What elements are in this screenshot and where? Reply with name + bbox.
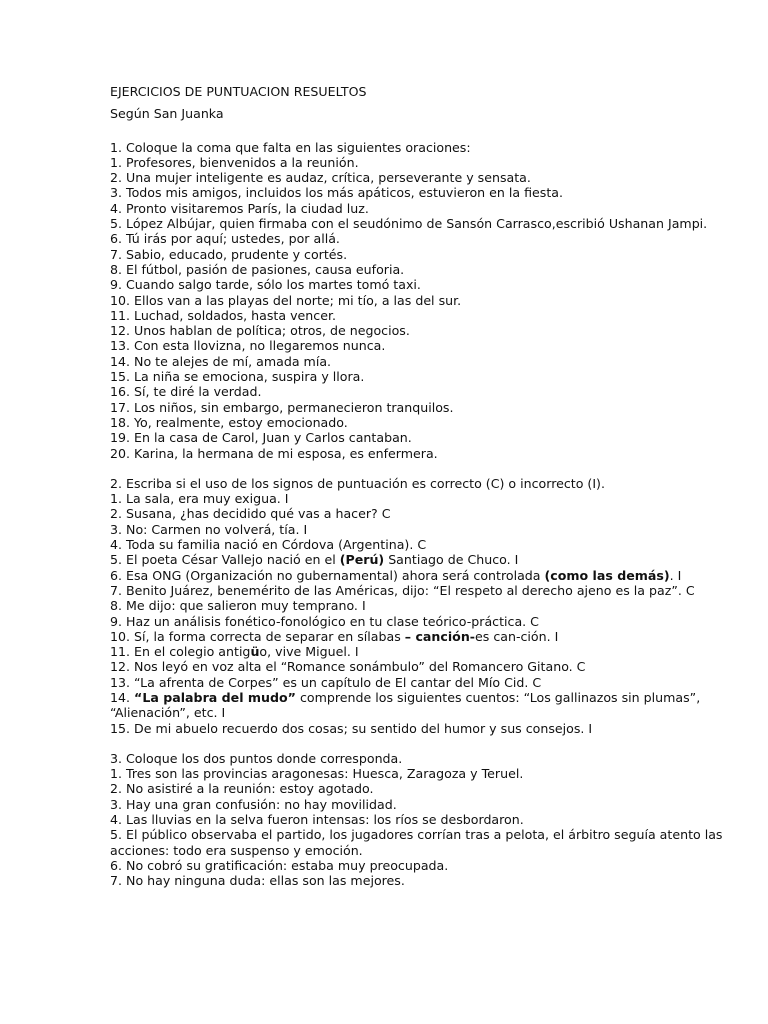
list-item: 13. Con esta llovizna, no llegaremos nunca.: [110, 338, 386, 354]
list-item: 11. Luchad, soldados, hasta vencer.: [110, 307, 336, 323]
list-item: 7. Sabio, educado, prudente y cortés.: [110, 246, 348, 262]
list-item: 12. Unos hablan de política; otros, de negocios.: [110, 323, 410, 339]
list-item: 10. Sí, la forma correcta de separar en sílabas – canción-es can-ción. I: [110, 628, 559, 644]
list-item: 6. No cobró su gratificación: estaba muy preocupada.: [110, 857, 449, 873]
document-page: [110, 84, 750, 904]
list-item: 1. La sala, era muy exigua. I: [110, 491, 289, 507]
section-2: [110, 476, 750, 736]
list-item: 8. El fútbol, pasión de pasiones, causa euforia.: [110, 261, 405, 277]
list-item: 7. No hay ninguna duda: ellas son las mejores.: [110, 873, 405, 889]
section-heading: 3. Coloque los dos puntos donde corresponda.: [110, 750, 403, 766]
list-item: 20. Karina, la hermana de mi esposa, es enfermera.: [110, 445, 438, 461]
list-item: 11. En el colegio antigüo, vive Miguel. I: [110, 644, 359, 660]
section-3: [110, 751, 750, 889]
list-item: 10. Ellos van a las playas del norte; mi tío, a las del sur.: [110, 292, 462, 308]
list-item: 2. No asistiré a la reunión: estoy agotado.: [110, 781, 374, 797]
list-item: 9. Haz un análisis fonético-fonológico en tu clase teórico-práctica. C: [110, 613, 539, 629]
list-item: 3. No: Carmen no volverá, tía. I: [110, 521, 308, 537]
list-item: 15. La niña se emociona, suspira y llora.: [110, 369, 365, 385]
list-item: 2. Una mujer inteligente es audaz, crítica, perseverante y sensata.: [110, 170, 531, 186]
list-item: 7. Benito Juárez, benemérito de las Américas, dijo: “El respeto al derecho ajeno es la paz”. C: [110, 582, 695, 598]
document-title: EJERCICIOS DE PUNTUACION RESUELTOS: [110, 84, 367, 99]
list-item: 17. Los niños, sin embargo, permanecieron tranquilos.: [110, 399, 454, 415]
list-item: 18. Yo, realmente, estoy emocionado.: [110, 414, 348, 430]
list-item: 3. Todos mis amigos, incluidos los más apáticos, estuvieron en la fiesta.: [110, 185, 564, 201]
list-item: 6. Esa ONG (Organización no gubernamental) ahora será controlada (como las demás). I: [110, 567, 682, 583]
list-item: 2. Susana, ¿has decidido qué vas a hacer? C: [110, 506, 391, 522]
section-heading: 1. Coloque la coma que falta en las siguientes oraciones:: [110, 139, 471, 155]
document-author: Según San Juanka: [110, 106, 224, 122]
list-item: 4. Toda su familia nació en Córdova (Argentina). C: [110, 537, 427, 553]
list-item: 12. Nos leyó en voz alta el “Romance sonámbulo” del Romancero Gitano. C: [110, 659, 586, 675]
list-item: 15. De mi abuelo recuerdo dos cosas; su sentido del humor y sus consejos. I: [110, 720, 593, 736]
list-item: 16. Sí, te diré la verdad.: [110, 384, 262, 400]
list-item: 1. Profesores, bienvenidos a la reunión.: [110, 154, 359, 170]
list-item: 5. El público observaba el partido, los jugadores corrían tras a pelota, el árbitro seguía atento las acciones: todo era suspenso y emoción.: [110, 827, 723, 858]
list-item: 5. López Albújar, quien firmaba con el seudónimo de Sansón Carrasco,escribió Ushanan Jampi.: [110, 216, 708, 232]
list-item: 3. Hay una gran confusión: no hay movilidad.: [110, 796, 397, 812]
list-item: 1. Tres son las provincias aragonesas: Huesca, Zaragoza y Teruel.: [110, 766, 524, 782]
list-item: 9. Cuando salgo tarde, sólo los martes tomó taxi.: [110, 277, 421, 293]
list-item: 13. “La afrenta de Corpes” es un capítulo de El cantar del Mío Cid. C: [110, 674, 542, 690]
list-item: 19. En la casa de Carol, Juan y Carlos cantaban.: [110, 430, 412, 446]
list-item: 14. “La palabra del mudo” comprende los siguientes cuentos: “Los gallinazos sin plumas”, “Alienación”, etc. I: [110, 689, 701, 721]
list-item: 6. Tú irás por aquí; ustedes, por allá.: [110, 231, 340, 247]
list-item: 4. Las lluvias en la selva fueron intensas: los ríos se desbordaron.: [110, 812, 524, 828]
list-item: 14. No te alejes de mí, amada mía.: [110, 353, 332, 369]
list-item: 5. El poeta César Vallejo nació en el (Perú) Santiago de Chuco. I: [110, 552, 519, 568]
list-item: 4. Pronto visitaremos París, la ciudad luz.: [110, 200, 369, 216]
section-heading: 2. Escriba si el uso de los signos de puntuación es correcto (C) o incorrecto (I).: [110, 475, 605, 491]
section-1: [110, 140, 750, 461]
list-item: 8. Me dijo: que salieron muy temprano. I: [110, 598, 366, 614]
